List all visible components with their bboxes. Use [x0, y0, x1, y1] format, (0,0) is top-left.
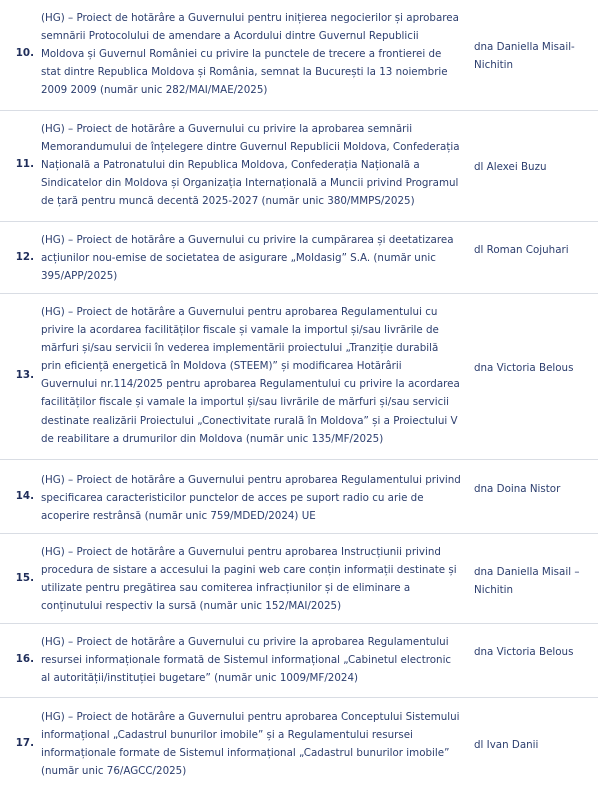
row-responsible: dl Ivan Danii: [474, 739, 539, 751]
row-description: (HG) – Proiect de hotărâre a Guvernului cu privire la aprobarea Regulamentului resursei informaționale formată de Sistemul informațional „Cabinetul electronic al autorității/instituției bugetare” (număr unic 1009/MF/2024): [41, 636, 452, 685]
row-responsible: dna Doina Nistor: [474, 483, 561, 495]
table-row: [0, 111, 598, 222]
row-responsible: dna Daniella Misail-Nichitin: [474, 41, 575, 72]
table-row: [0, 698, 598, 789]
row-responsible: dna Daniella Misail – Nichitin: [474, 566, 580, 597]
table-row: [0, 294, 598, 460]
row-number: 12.: [15, 251, 34, 263]
row-responsible: dl Roman Cojuhari: [474, 244, 569, 256]
row-description: (HG) – Proiect de hotărâre a Guvernului pentru aprobarea Instrucțiunii privind procedura de sistare a accesului la pagini web care conțin informații destinate și utilizate pentru pregătirea sau comiterea infracțiunilor și de eliminare a conținutului respectiv la sursă (număr unic 152/MAI/2025): [41, 546, 457, 613]
row-number: 15.: [15, 572, 34, 584]
row-description: (HG) – Proiect de hotărâre a Guvernului cu privire la cumpărarea și deetatizarea acțiunilor nou-emise de societatea de asigurare „Moldasig” S.A. (număr unic 395/APP/2025): [41, 234, 454, 283]
row-number: 16.: [15, 653, 34, 665]
table-row: [0, 460, 598, 534]
row-number: 17.: [15, 737, 34, 749]
row-description: (HG) – Proiect de hotărâre a Guvernului pentru aprobarea Regulamentului cu privire la acordarea facilităților fiscale și vamale la importul și/sau livrările de mărfuri și/sau servicii în vederea implementării proiectului „Tranziție durabilă prin eficiență energetică în Moldova (STEEM)” și modificarea Hotărârii Guvernului nr.114/2025 pentru aprobarea Regulamentului cu privire la acordarea facilităților fiscale și vamale la importul și/sau livrările de mărfuri și/sau servicii destinate realizării Proiectului „Conectivitate rurală în Moldova” și a Proiectului V de reabilitare a drumurilor din Moldova (număr unic 135/MF/2025): [41, 306, 460, 445]
row-number: 10.: [15, 47, 34, 59]
row-description: (HG) – Proiect de hotărâre a Guvernului pentru aprobarea Conceptului Sistemului informațional „Cadastrul bunurilor imobile” și a Regulamentului resursei informaționale formate de Sistemul informațional „Cadastrul bunurilor imobile” (număr unic 76/AGCC/2025): [41, 711, 460, 778]
row-responsible: dna Victoria Belous: [474, 646, 574, 658]
row-description: (HG) – Proiect de hotărâre a Guvernului cu privire la aprobarea semnării Memorandumului de înțelegere dintre Guvernul Republicii Moldova, Confederația Națională a Patronatului din Republica Moldova, Confederația Națională a Sindicatelor din Moldova și Organizația Internațională a Muncii privind Programul de țară pentru muncă decentă 2025-2027 (număr unic 380/MMPS/2025): [41, 123, 460, 208]
row-description: (HG) – Proiect de hotărâre a Guvernului pentru inițierea negocierilor și aprobarea semnării Protocolului de amendare a Acordului dintre Guvernul Republicii Moldova și Guvernul României cu privire la punctele de trecere a frontierei de stat dintre Republica Moldova și România, semnat la București la 13 noiembrie 2009 2009 (număr unic 282/MAI/MAE/2025): [41, 12, 459, 97]
table-row: [0, 0, 598, 111]
table-row: [0, 222, 598, 294]
row-number: 13.: [15, 369, 34, 381]
table-row: [0, 534, 598, 624]
table-row: [0, 624, 598, 698]
row-number: 14.: [15, 490, 34, 502]
row-responsible: dna Victoria Belous: [474, 362, 574, 374]
row-responsible: dl Alexei Buzu: [474, 161, 547, 173]
row-description: (HG) – Proiect de hotărâre a Guvernului pentru aprobarea Regulamentului privind specificarea caracteristicilor punctelor de acces pe suport radio cu arie de acoperire restrânsă (număr unic 759/MDED/2024) UE: [41, 474, 461, 523]
row-number: 11.: [15, 158, 34, 170]
